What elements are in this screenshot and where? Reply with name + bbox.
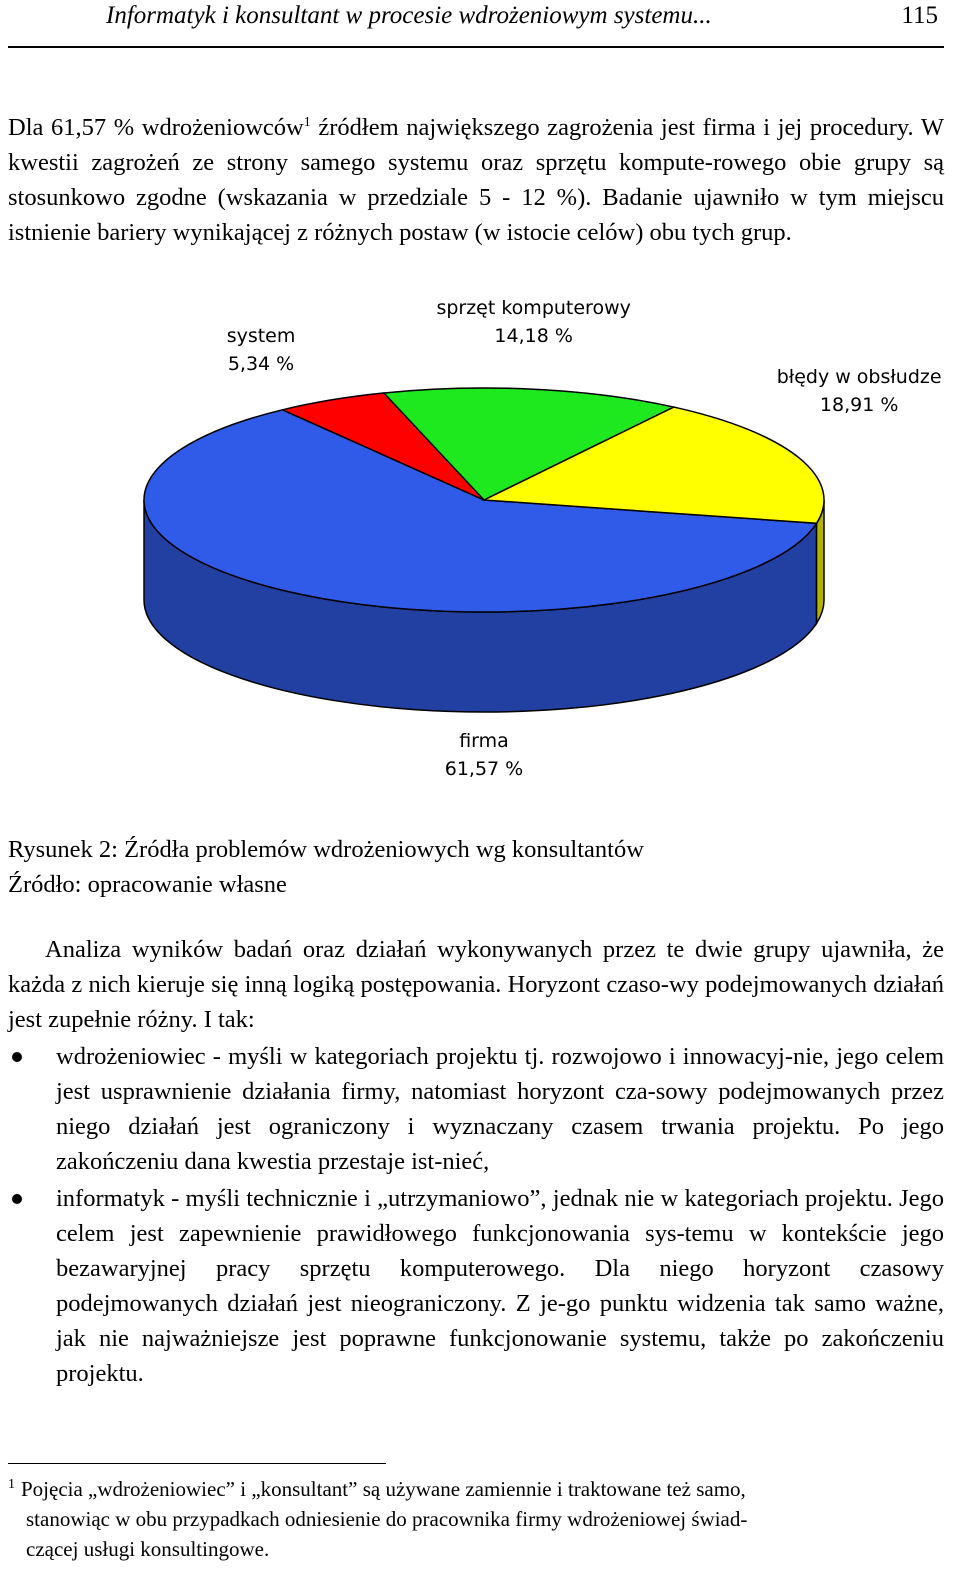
pie-chart [0,300,960,780]
footnote-mark: 1 [8,1477,15,1492]
bullet-text: wdrożeniowiec - myśli w kategoriach projektu tj. rozwojowo i innowacyj-nie, jego celem jest usprawnienie działania firmy, natomiast horyzont cza-sowy podejmowanych przez niego działań jest ograniczony i wyznaczany czasem trwania projektu. Po jego zakończeniu dana kwestia przestaje ist-nieć, [56,1043,944,1175]
paragraph-analysis: Analiza wyników badań oraz działań wykonywanych przez te dwie grupy ujawniła, że każda z nich kieruje się inną logiką postępowania. Horyzont czaso-wy podejmowanych działań jest zupełnie różny. I tak: [8,936,944,1033]
figure-source: Źródło: opracowanie własne [8,871,287,898]
bullet-item-informatyk [8,1181,944,1391]
pie-label-value-3: 18,91 % [819,393,899,416]
footnote-line-3: czącej usługi konsultingowe. [26,1537,270,1561]
running-title: Informatyk i konsultant w procesie wdrożeniowym systemu... [106,2,712,29]
pie-label-name-0: firma [459,730,509,752]
page-number: 115 [901,2,938,29]
pie-label-name-3: błędy w obsłudze [776,365,942,388]
paragraph-intro-text-a: Dla 61,57 % wdrożeniowców [8,114,304,141]
footnote-reference: 1 [303,114,311,130]
bullet-icon [12,1194,22,1204]
footnote-line-1: Pojęcia „wdrożeniowiec” i „konsultant” są używane zamiennie i traktowane też samo, [21,1477,746,1501]
bullet-icon [12,1052,22,1062]
pie-label-value-1: 5,34 % [227,352,295,375]
footnote-line-2: stanowiąc w obu przypadkach odniesienie do pracownika firmy wdrożeniowej świad- [26,1507,748,1531]
pie-label-name-2: sprzęt komputerowy [436,300,631,320]
footnote-separator [8,1463,386,1464]
paragraph-intro-text-b: źródłem największego zagrożenia jest firma i jej procedury. W kwestii zagrożeń ze strony samego systemu oraz sprzętu kompute-rowego obie grupy są stosunkowo zgodne (wskazania w przedziale 5 - 12 %). Badanie ujawniło w tym miejscu istnienie bariery wynikającej z różnych postaw (w istocie celów) obu tych grup. [8,114,944,246]
pie-label-value-2: 14,18 % [494,325,573,348]
bullet-item-wdrozeniowiec [8,1039,944,1179]
bullet-list [8,1039,944,1393]
pie-label-value-0: 61,57 % [444,758,524,780]
paragraph-intro [8,110,944,250]
page-header [8,0,944,48]
figure-caption: Rysunek 2: Źródła problemów wdrożeniowych wg konsultantów [8,836,644,863]
footnote [8,1474,944,1564]
pie-chart-top [144,388,824,612]
pie-label-name-1: system [226,324,296,347]
bullet-text: informatyk - myśli technicznie i „utrzymaniowo”, jednak nie w kategoriach projektu. Jego celem jest zapewnienie prawidłowego funkcjonowania sys-temu w kontekście jego bezawaryjnej pracy sprzętu komputerowego. Dla niego horyzont czasowy podejmowanych działań jest nieograniczony. Z je-go punktu widzenia tak samo ważne, jak nie najważniejsze jest poprawne funkcjonowanie systemu, także po zakończeniu projektu. [56,1185,944,1387]
